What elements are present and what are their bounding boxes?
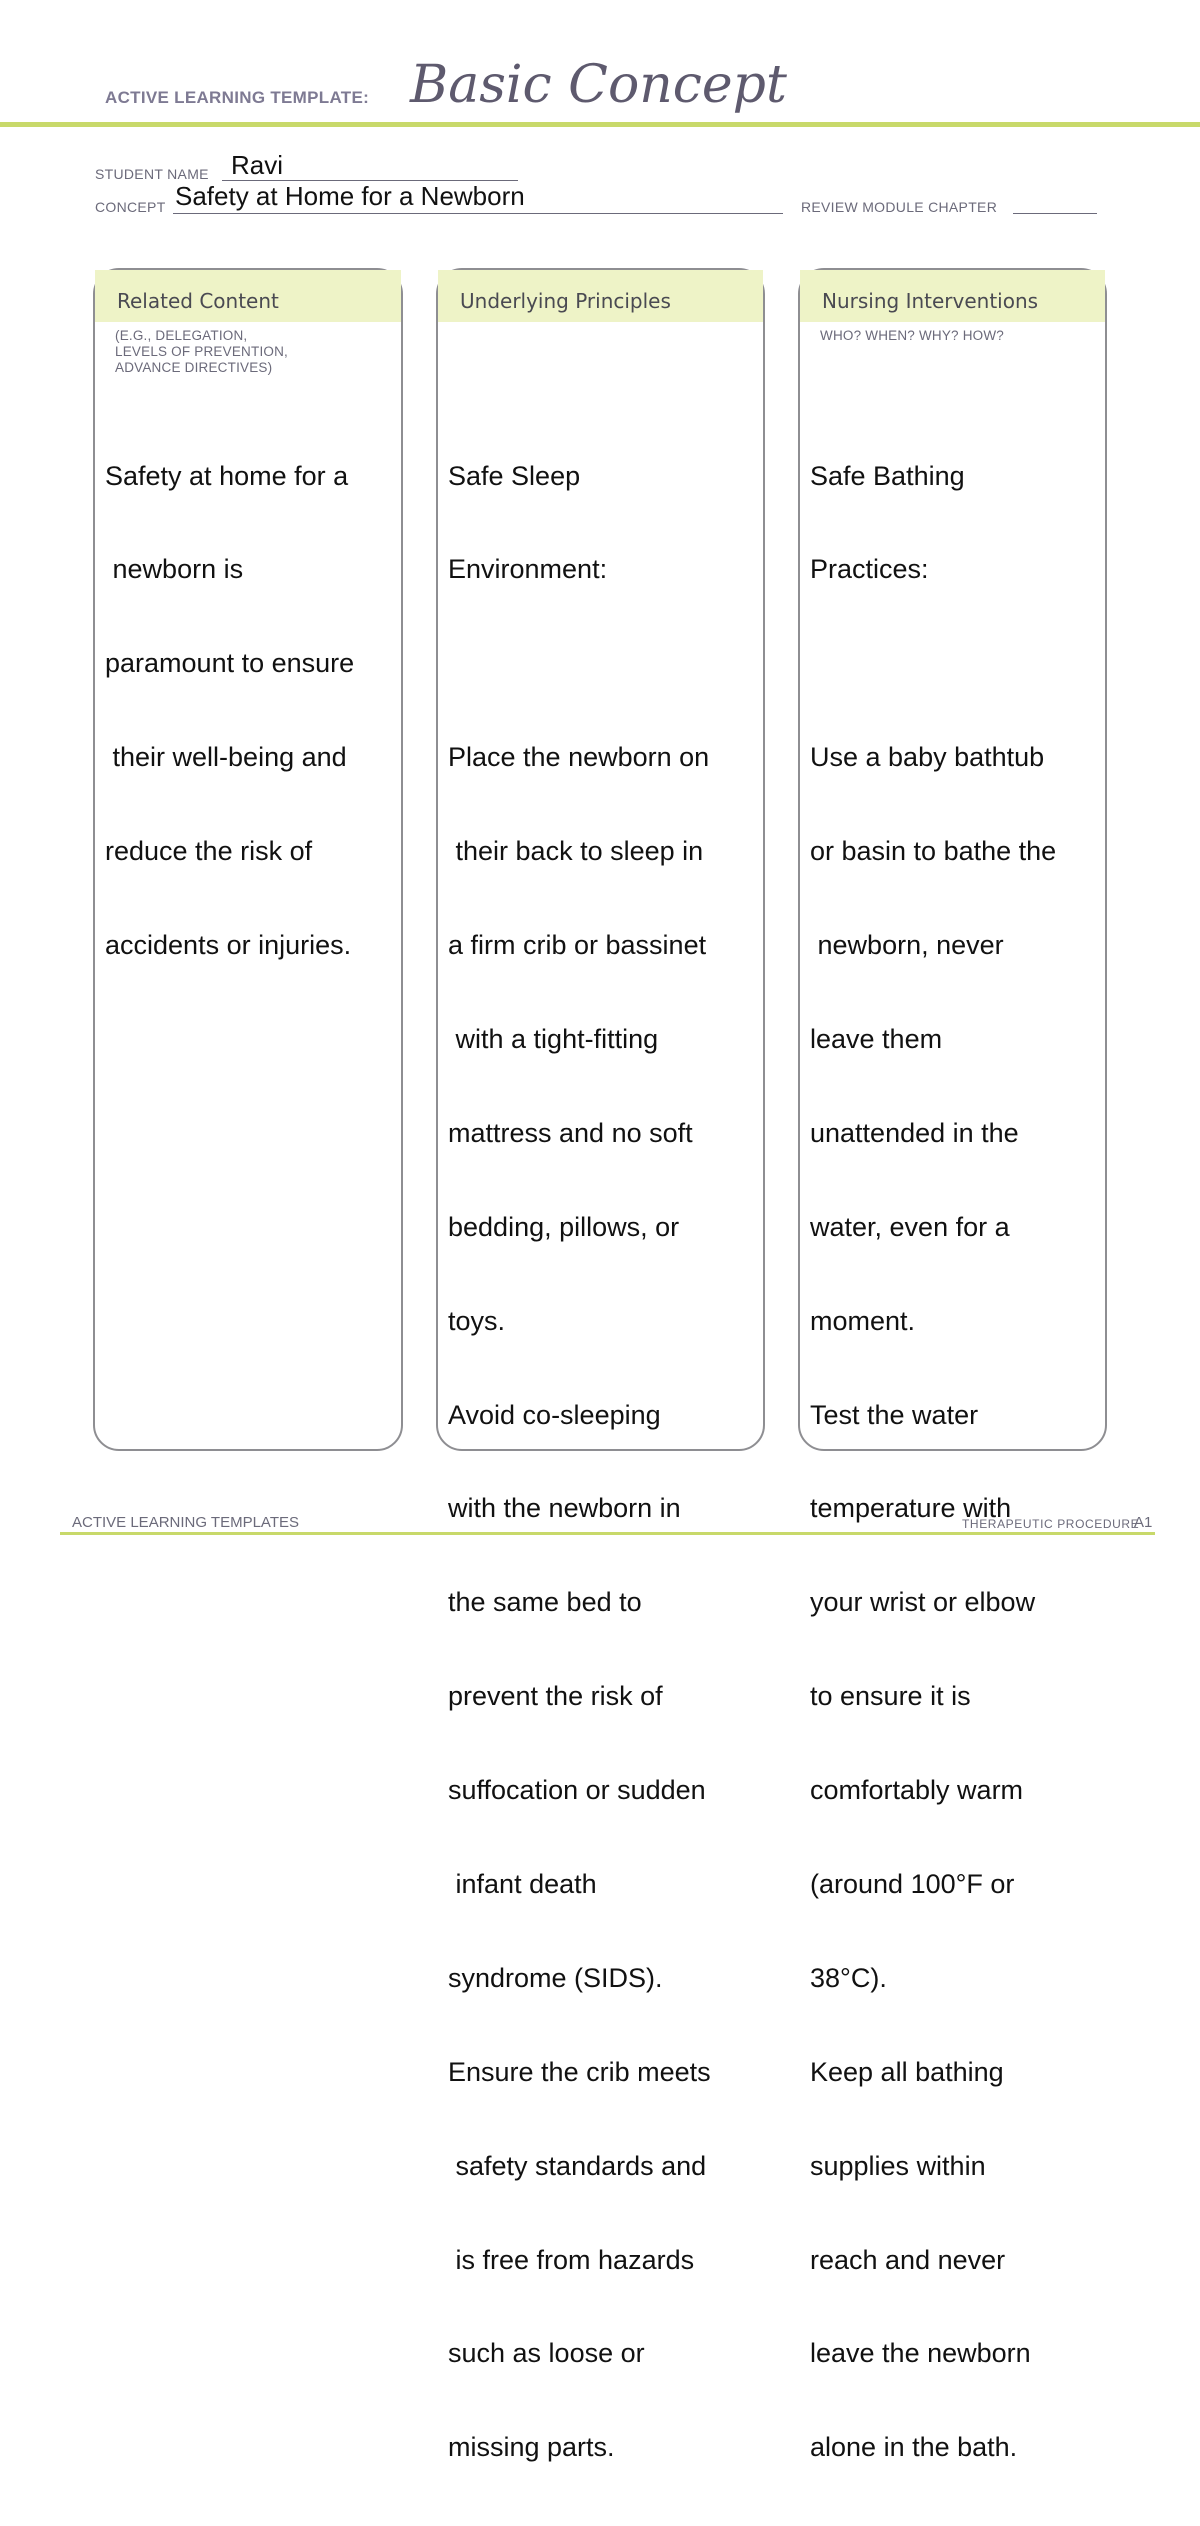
card-title: Underlying Principles (460, 289, 671, 313)
student-name-label: STUDENT NAME (95, 166, 209, 182)
concept-field[interactable]: Safety at Home for a Newborn (175, 181, 525, 211)
card-subtitle: WHO? WHEN? WHY? HOW? (820, 328, 1005, 343)
review-module-field[interactable] (1016, 190, 1023, 221)
underlying-principles-text[interactable]: Safe Sleep Environment: Place the newborn on their back to sleep in a firm crib or bassinet with a tight-fitting mattress and no soft bedding, pillows, or toys. Avoid co-sleeping with the newborn in the same bed to prevent the risk of suffocation or sudden infant death syndrome (SIDS). Ensure the crib meets safety standards and is free from hazards such as loose or missing parts. (448, 460, 711, 2463)
review-module-label: REVIEW MODULE CHAPTER (801, 199, 998, 215)
card-header (800, 270, 1105, 322)
card-related-content (93, 268, 403, 1451)
page-number: A1 (1134, 1514, 1153, 1531)
related-content-text[interactable]: Safety at home for a newborn is paramount to ensure their well-being and reduce the risk of accidents or injuries. (105, 460, 355, 961)
template-title: Basic Concept (410, 55, 787, 115)
student-name-field[interactable]: Ravi (231, 150, 284, 180)
template-label: ACTIVE LEARNING TEMPLATE: (105, 88, 370, 107)
card-title: Nursing Interventions (822, 289, 1039, 313)
card-subtitle (458, 328, 763, 376)
card-title: Related Content (117, 289, 279, 313)
concept-label: CONCEPT (95, 199, 166, 215)
review-module-line (1013, 213, 1097, 214)
nursing-interventions-text[interactable]: Safe Bathing Practices: Use a baby bathtub or basin to bathe the newborn, never leave them unattended in the water, even for a moment. Test the water temperature with your wrist or elbow to ensure it is comfortably warm (around 100°F or 38°C). Keep all bathing supplies within reach and never leave the newborn alone in the bath. (810, 460, 1057, 2463)
concept-line (173, 213, 783, 214)
card-underlying-principles (436, 268, 765, 2463)
page-header (0, 0, 1200, 130)
footer-right-text: THERAPEUTIC PROCEDURE (962, 1517, 1140, 1531)
card-subtitle: (E.G., DELEGATION, LEVELS OF PREVENTION, ADVANCE DIRECTIVES) (115, 328, 288, 375)
card-header (95, 270, 401, 322)
header-rule (0, 122, 1200, 127)
card-header (438, 270, 763, 322)
footer-left-text: ACTIVE LEARNING TEMPLATES (72, 1514, 299, 1531)
footer-rule (60, 1532, 1155, 1535)
